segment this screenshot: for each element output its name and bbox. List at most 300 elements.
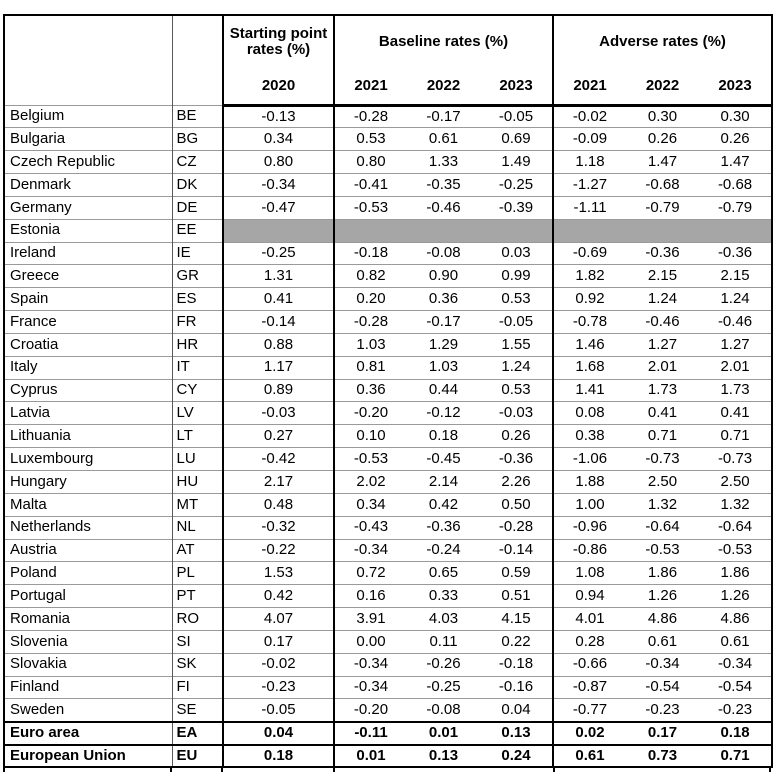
value-cell: 0.99: [480, 265, 553, 288]
value-cell: 0.26: [699, 128, 772, 151]
value-cell: 0.71: [699, 745, 772, 768]
value-cell: -0.14: [223, 311, 334, 334]
value-cell: -0.42: [223, 448, 334, 471]
year-adverse-2023: 2023: [699, 68, 772, 105]
country-cell: Latvia: [4, 402, 172, 425]
value-cell: 0.59: [480, 562, 553, 585]
country-code-cell: DK: [172, 174, 223, 197]
value-cell: -0.79: [626, 196, 699, 219]
value-cell: 0.36: [407, 288, 480, 311]
value-cell: -0.39: [480, 196, 553, 219]
value-cell: 0.04: [480, 699, 553, 722]
value-cell: 0.38: [553, 425, 626, 448]
value-cell: 0.13: [480, 722, 553, 745]
country-cell: Spain: [4, 288, 172, 311]
value-cell: -0.73: [626, 448, 699, 471]
value-cell: -1.06: [553, 448, 626, 471]
country-cell: Estonia: [4, 219, 172, 242]
value-cell: 0.04: [223, 722, 334, 745]
country-code-cell: AT: [172, 539, 223, 562]
value-cell: 1.03: [407, 356, 480, 379]
value-cell: -0.34: [626, 653, 699, 676]
table-row: [4, 676, 772, 699]
value-cell: 0.53: [480, 288, 553, 311]
value-cell: -0.34: [334, 676, 407, 699]
header-baseline-rates: Baseline rates (%): [334, 15, 553, 68]
table-row: [4, 288, 772, 311]
header-group-row: [4, 15, 772, 68]
rates-table-container: [3, 14, 771, 772]
table-row: [4, 128, 772, 151]
country-code-cell: IT: [172, 356, 223, 379]
country-code-cell: LU: [172, 448, 223, 471]
value-cell: 0.00: [334, 630, 407, 653]
country-code-cell: SI: [172, 630, 223, 653]
value-cell: 0.30: [626, 105, 699, 128]
value-cell: -0.14: [480, 539, 553, 562]
value-cell: 1.41: [553, 379, 626, 402]
value-cell: -0.64: [626, 516, 699, 539]
value-cell: -0.28: [334, 311, 407, 334]
country-cell: Slovenia: [4, 630, 172, 653]
country-code-cell: HU: [172, 471, 223, 494]
value-cell: -0.47: [223, 196, 334, 219]
country-cell: Greece: [4, 265, 172, 288]
table-row: [4, 608, 772, 631]
value-cell: -0.16: [480, 676, 553, 699]
value-cell: 3.91: [334, 608, 407, 631]
country-code-cell: CZ: [172, 151, 223, 174]
value-cell: 0.01: [334, 745, 407, 768]
table-row: [4, 356, 772, 379]
table-row: [4, 562, 772, 585]
value-cell: 0.34: [223, 128, 334, 151]
value-cell: -0.05: [480, 105, 553, 128]
value-cell: 0.41: [223, 288, 334, 311]
table-row: [4, 699, 772, 722]
value-cell: -0.08: [407, 242, 480, 265]
value-cell: [223, 219, 334, 242]
value-cell: -1.11: [553, 196, 626, 219]
country-cell: Finland: [4, 676, 172, 699]
table-row: [4, 219, 772, 242]
value-cell: 4.07: [223, 608, 334, 631]
value-cell: -0.79: [699, 196, 772, 219]
table-row: [4, 448, 772, 471]
value-cell: 1.27: [699, 333, 772, 356]
value-cell: [626, 219, 699, 242]
value-cell: 1.82: [553, 265, 626, 288]
value-cell: -0.73: [699, 448, 772, 471]
year-2020: 2020: [223, 68, 334, 105]
value-cell: -0.36: [699, 242, 772, 265]
value-cell: 2.15: [626, 265, 699, 288]
value-cell: 0.28: [553, 630, 626, 653]
value-cell: 0.42: [407, 493, 480, 516]
value-cell: -0.54: [626, 676, 699, 699]
value-cell: -0.43: [334, 516, 407, 539]
country-cell: Slovakia: [4, 653, 172, 676]
country-cell: Denmark: [4, 174, 172, 197]
value-cell: 0.82: [334, 265, 407, 288]
value-cell: -0.96: [553, 516, 626, 539]
table-row: [4, 493, 772, 516]
table-row: [4, 174, 772, 197]
country-code-cell: EA: [172, 722, 223, 745]
country-cell: Luxembourg: [4, 448, 172, 471]
stub-border: [333, 768, 335, 772]
value-cell: 1.86: [699, 562, 772, 585]
value-cell: -0.46: [699, 311, 772, 334]
value-cell: -0.64: [699, 516, 772, 539]
country-code-cell: SK: [172, 653, 223, 676]
value-cell: 1.24: [480, 356, 553, 379]
header-starting-point-rates: Starting point rates (%): [223, 15, 334, 68]
value-cell: -0.25: [223, 242, 334, 265]
value-cell: -0.46: [407, 196, 480, 219]
value-cell: 0.02: [553, 722, 626, 745]
value-cell: 4.15: [480, 608, 553, 631]
value-cell: 2.02: [334, 471, 407, 494]
value-cell: 0.71: [699, 425, 772, 448]
country-cell: Sweden: [4, 699, 172, 722]
table-row: [4, 745, 772, 768]
value-cell: -0.66: [553, 653, 626, 676]
value-cell: -0.03: [223, 402, 334, 425]
value-cell: 0.71: [626, 425, 699, 448]
value-cell: 1.26: [626, 585, 699, 608]
country-cell: Netherlands: [4, 516, 172, 539]
table-row: [4, 630, 772, 653]
value-cell: [334, 219, 407, 242]
value-cell: 0.72: [334, 562, 407, 585]
country-cell: Germany: [4, 196, 172, 219]
value-cell: 0.89: [223, 379, 334, 402]
value-cell: 0.50: [480, 493, 553, 516]
value-cell: 0.81: [334, 356, 407, 379]
value-cell: 0.69: [480, 128, 553, 151]
country-cell: Croatia: [4, 333, 172, 356]
value-cell: -0.25: [407, 676, 480, 699]
value-cell: -0.02: [223, 653, 334, 676]
year-baseline-2021: 2021: [334, 68, 407, 105]
value-cell: 0.22: [480, 630, 553, 653]
country-code-cell: GR: [172, 265, 223, 288]
value-cell: -0.68: [626, 174, 699, 197]
value-cell: 1.17: [223, 356, 334, 379]
country-code-cell: FR: [172, 311, 223, 334]
country-cell: Malta: [4, 493, 172, 516]
year-baseline-2022: 2022: [407, 68, 480, 105]
value-cell: 0.13: [407, 745, 480, 768]
value-cell: -1.27: [553, 174, 626, 197]
country-cell: Czech Republic: [4, 151, 172, 174]
value-cell: -0.02: [553, 105, 626, 128]
country-cell: Portugal: [4, 585, 172, 608]
value-cell: 1.33: [407, 151, 480, 174]
country-code-cell: DE: [172, 196, 223, 219]
value-cell: 1.73: [699, 379, 772, 402]
value-cell: 4.03: [407, 608, 480, 631]
value-cell: 0.01: [407, 722, 480, 745]
value-cell: 0.10: [334, 425, 407, 448]
value-cell: -0.35: [407, 174, 480, 197]
value-cell: 1.32: [699, 493, 772, 516]
value-cell: 1.27: [626, 333, 699, 356]
header-adverse-rates: Adverse rates (%): [553, 15, 772, 68]
table-header: [4, 15, 772, 105]
table-row: [4, 516, 772, 539]
table-row: [4, 265, 772, 288]
header-country-cell: [4, 15, 172, 105]
value-cell: 1.88: [553, 471, 626, 494]
value-cell: 2.50: [699, 471, 772, 494]
value-cell: 1.46: [553, 333, 626, 356]
country-code-cell: RO: [172, 608, 223, 631]
country-cell: European Union: [4, 745, 172, 768]
value-cell: 0.03: [480, 242, 553, 265]
value-cell: 2.01: [626, 356, 699, 379]
country-code-cell: LT: [172, 425, 223, 448]
value-cell: 0.17: [626, 722, 699, 745]
value-cell: 0.27: [223, 425, 334, 448]
value-cell: 0.11: [407, 630, 480, 653]
value-cell: 2.01: [699, 356, 772, 379]
country-code-cell: CY: [172, 379, 223, 402]
country-code-cell: EU: [172, 745, 223, 768]
table-row: [4, 105, 772, 128]
value-cell: -0.34: [699, 653, 772, 676]
value-cell: 0.61: [699, 630, 772, 653]
year-baseline-2023: 2023: [480, 68, 553, 105]
value-cell: -0.23: [626, 699, 699, 722]
table-row: [4, 151, 772, 174]
value-cell: 0.08: [553, 402, 626, 425]
value-cell: 0.42: [223, 585, 334, 608]
value-cell: -0.11: [334, 722, 407, 745]
value-cell: [553, 219, 626, 242]
value-cell: -0.46: [626, 311, 699, 334]
value-cell: 1.47: [699, 151, 772, 174]
value-cell: 4.86: [699, 608, 772, 631]
value-cell: 1.68: [553, 356, 626, 379]
country-code-cell: ES: [172, 288, 223, 311]
country-cell: Cyprus: [4, 379, 172, 402]
value-cell: 0.51: [480, 585, 553, 608]
value-cell: 2.14: [407, 471, 480, 494]
value-cell: 0.24: [480, 745, 553, 768]
value-cell: -0.03: [480, 402, 553, 425]
value-cell: -0.36: [407, 516, 480, 539]
value-cell: -0.23: [699, 699, 772, 722]
cutoff-row-stub: [3, 768, 771, 772]
value-cell: 0.61: [407, 128, 480, 151]
country-cell: Belgium: [4, 105, 172, 128]
value-cell: -0.09: [553, 128, 626, 151]
country-code-cell: IE: [172, 242, 223, 265]
value-cell: 1.47: [626, 151, 699, 174]
value-cell: 0.18: [223, 745, 334, 768]
header-code-cell: [172, 15, 223, 105]
value-cell: -0.36: [626, 242, 699, 265]
value-cell: -0.54: [699, 676, 772, 699]
value-cell: 2.17: [223, 471, 334, 494]
value-cell: -0.53: [334, 448, 407, 471]
value-cell: 0.65: [407, 562, 480, 585]
value-cell: -0.78: [553, 311, 626, 334]
country-cell: Bulgaria: [4, 128, 172, 151]
table-row: [4, 311, 772, 334]
country-code-cell: HR: [172, 333, 223, 356]
value-cell: -0.86: [553, 539, 626, 562]
value-cell: 2.50: [626, 471, 699, 494]
value-cell: -0.25: [480, 174, 553, 197]
value-cell: -0.45: [407, 448, 480, 471]
value-cell: 0.44: [407, 379, 480, 402]
country-cell: Lithuania: [4, 425, 172, 448]
value-cell: [699, 219, 772, 242]
value-cell: [480, 219, 553, 242]
table-row: [4, 242, 772, 265]
country-cell: Euro area: [4, 722, 172, 745]
value-cell: -0.68: [699, 174, 772, 197]
value-cell: -0.17: [407, 311, 480, 334]
value-cell: -0.08: [407, 699, 480, 722]
country-code-cell: MT: [172, 493, 223, 516]
country-cell: France: [4, 311, 172, 334]
value-cell: -0.36: [480, 448, 553, 471]
value-cell: 0.80: [223, 151, 334, 174]
table-row: [4, 333, 772, 356]
table-row: [4, 653, 772, 676]
value-cell: 1.53: [223, 562, 334, 585]
value-cell: -0.53: [626, 539, 699, 562]
value-cell: 0.48: [223, 493, 334, 516]
country-code-cell: PT: [172, 585, 223, 608]
value-cell: 4.01: [553, 608, 626, 631]
table-row: [4, 196, 772, 219]
value-cell: -0.22: [223, 539, 334, 562]
year-adverse-2021: 2021: [553, 68, 626, 105]
stub-border: [769, 768, 771, 772]
value-cell: -0.13: [223, 105, 334, 128]
country-code-cell: BE: [172, 105, 223, 128]
table-row: [4, 425, 772, 448]
value-cell: 0.80: [334, 151, 407, 174]
value-cell: 1.32: [626, 493, 699, 516]
country-code-cell: SE: [172, 699, 223, 722]
value-cell: 4.86: [626, 608, 699, 631]
table-row: [4, 379, 772, 402]
value-cell: -0.26: [407, 653, 480, 676]
value-cell: -0.28: [334, 105, 407, 128]
value-cell: 1.29: [407, 333, 480, 356]
country-cell: Poland: [4, 562, 172, 585]
value-cell: -0.34: [334, 539, 407, 562]
value-cell: -0.12: [407, 402, 480, 425]
value-cell: 1.00: [553, 493, 626, 516]
value-cell: -0.53: [699, 539, 772, 562]
value-cell: -0.20: [334, 699, 407, 722]
value-cell: 0.61: [553, 745, 626, 768]
value-cell: 0.16: [334, 585, 407, 608]
value-cell: 0.33: [407, 585, 480, 608]
year-adverse-2022: 2022: [626, 68, 699, 105]
rates-table: [3, 14, 773, 768]
stub-border: [221, 768, 223, 772]
value-cell: 0.88: [223, 333, 334, 356]
value-cell: 0.20: [334, 288, 407, 311]
value-cell: 1.31: [223, 265, 334, 288]
value-cell: 0.18: [699, 722, 772, 745]
value-cell: 1.49: [480, 151, 553, 174]
value-cell: 1.08: [553, 562, 626, 585]
table-row: [4, 402, 772, 425]
value-cell: -0.05: [480, 311, 553, 334]
value-cell: 1.26: [699, 585, 772, 608]
value-cell: -0.77: [553, 699, 626, 722]
value-cell: 0.26: [626, 128, 699, 151]
value-cell: -0.53: [334, 196, 407, 219]
value-cell: 2.26: [480, 471, 553, 494]
value-cell: [407, 219, 480, 242]
table-row: [4, 722, 772, 745]
value-cell: -0.69: [553, 242, 626, 265]
country-cell: Austria: [4, 539, 172, 562]
value-cell: 2.15: [699, 265, 772, 288]
value-cell: 0.73: [626, 745, 699, 768]
value-cell: -0.18: [334, 242, 407, 265]
table-body: [4, 105, 772, 767]
table-row: [4, 539, 772, 562]
value-cell: 1.55: [480, 333, 553, 356]
stub-border: [3, 768, 5, 772]
value-cell: -0.28: [480, 516, 553, 539]
country-code-cell: BG: [172, 128, 223, 151]
value-cell: -0.32: [223, 516, 334, 539]
value-cell: 1.03: [334, 333, 407, 356]
country-code-cell: NL: [172, 516, 223, 539]
stub-border: [553, 768, 555, 772]
value-cell: 0.34: [334, 493, 407, 516]
value-cell: 0.17: [223, 630, 334, 653]
value-cell: 0.90: [407, 265, 480, 288]
country-cell: Romania: [4, 608, 172, 631]
value-cell: -0.34: [334, 653, 407, 676]
value-cell: 0.53: [334, 128, 407, 151]
country-cell: Hungary: [4, 471, 172, 494]
value-cell: 1.18: [553, 151, 626, 174]
country-cell: Ireland: [4, 242, 172, 265]
value-cell: 0.30: [699, 105, 772, 128]
table-row: [4, 471, 772, 494]
country-cell: Italy: [4, 356, 172, 379]
country-code-cell: LV: [172, 402, 223, 425]
value-cell: 0.92: [553, 288, 626, 311]
table-row: [4, 585, 772, 608]
country-code-cell: PL: [172, 562, 223, 585]
value-cell: 0.26: [480, 425, 553, 448]
value-cell: 0.18: [407, 425, 480, 448]
value-cell: -0.05: [223, 699, 334, 722]
value-cell: 0.94: [553, 585, 626, 608]
value-cell: 1.24: [699, 288, 772, 311]
value-cell: 0.41: [626, 402, 699, 425]
value-cell: -0.23: [223, 676, 334, 699]
value-cell: -0.18: [480, 653, 553, 676]
value-cell: 0.36: [334, 379, 407, 402]
stub-border: [170, 768, 172, 772]
